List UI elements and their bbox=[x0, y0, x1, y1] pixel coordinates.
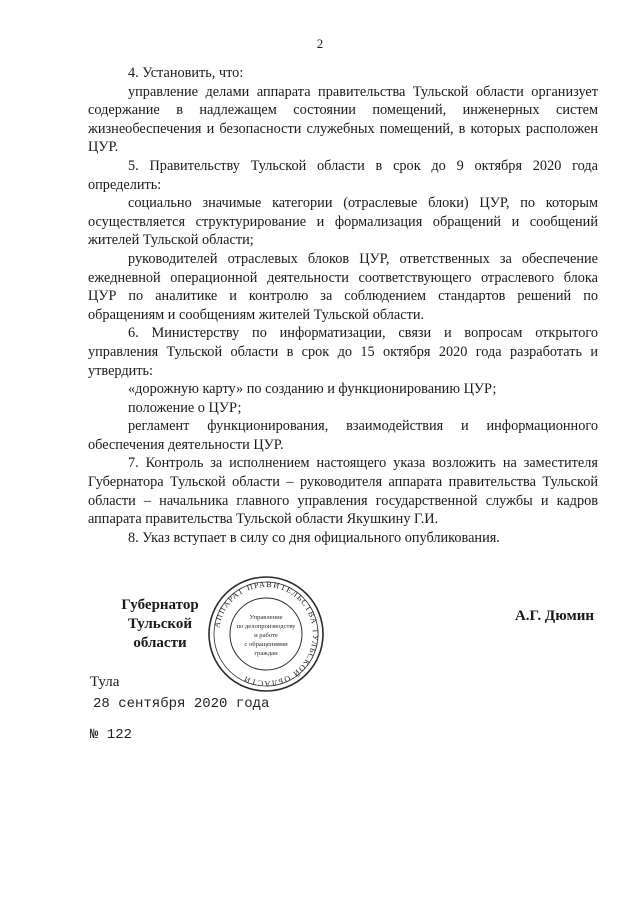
stamp-inner-line-3: и работе bbox=[254, 632, 278, 639]
paragraph-5-item-2: руководителей отраслевых блоков ЦУР, ответственных за обеспечение ежедневной операционной деятельности соответствующего отраслевого блока ЦУР по аналитике и контролю за соблюдением стандартов решений по обращениям и сообщениям жителей Тульской области. bbox=[88, 250, 598, 323]
decree-date: 28 сентября 2020 года bbox=[93, 696, 270, 712]
stamp-inner-line-4: с обращениями bbox=[244, 641, 288, 648]
paragraph-6-item-2: положение о ЦУР; bbox=[128, 399, 242, 416]
paragraph-5-item-1: социально значимые категории (отраслевые блоки) ЦУР, по которым осуществляется структурирование и формализация обращений и сообщений жителей Тульской области; bbox=[88, 195, 598, 249]
official-seal-stamp bbox=[206, 574, 326, 694]
signatory-title-line-2: Тульской области bbox=[128, 616, 192, 651]
paragraph-6-item-1: «дорожную карту» по созданию и функционированию ЦУР; bbox=[128, 381, 497, 398]
decree-body bbox=[88, 64, 598, 547]
paragraph-4-text: управление делами аппарата правительства Тульской области организует содержание в надлежащем состоянии помещений, инженерных систем жизнеобеспечения и безопасности служебных помещений, в которых расположен ЦУР. bbox=[88, 83, 598, 156]
paragraph-7: 7. Контроль за исполнением настоящего указа возложить на заместителя Губернатора Тульской области – руководителя аппарата правительства Тульской области – начальника главного управления государственной службы и кадров аппарата правительства Тульской области Якушкину Г.И. bbox=[88, 455, 598, 528]
page-number: 2 bbox=[316, 36, 324, 51]
stamp-inner-line-1: Управление bbox=[249, 614, 283, 621]
decree-number: № 122 bbox=[90, 727, 133, 743]
stamp-inner-line-2: по делопроизводству bbox=[236, 623, 296, 630]
stamp-outer-text: АППАРАТ ПРАВИТЕЛЬСТВА ТУЛЬСКОЙ ОБЛАСТИ bbox=[212, 579, 321, 689]
stamp-inner-line-5: граждан bbox=[254, 650, 278, 657]
paragraph-8: 8. Указ вступает в силу со дня официального опубликования. bbox=[128, 529, 500, 546]
paragraph-6-item-3: регламент функционирования, взаимодействия и информационного обеспечения деятельности ЦУР. bbox=[88, 418, 598, 453]
signatory-title bbox=[100, 596, 220, 653]
signatory-title-line-1: Губернатор bbox=[121, 597, 199, 613]
paragraph-6: 6. Министерству по информатизации, связи и вопросам открытого управления Тульской области в срок до 15 октября 2020 года разработать и утвердить: bbox=[88, 325, 598, 379]
paragraph-5: 5. Правительству Тульской области в срок до 9 октября 2020 года определить: bbox=[88, 157, 598, 193]
paragraph-4: 4. Установить, что: bbox=[128, 65, 244, 81]
signatory-name: А.Г. Дюмин bbox=[514, 608, 594, 624]
city-name: Тула bbox=[90, 674, 120, 690]
